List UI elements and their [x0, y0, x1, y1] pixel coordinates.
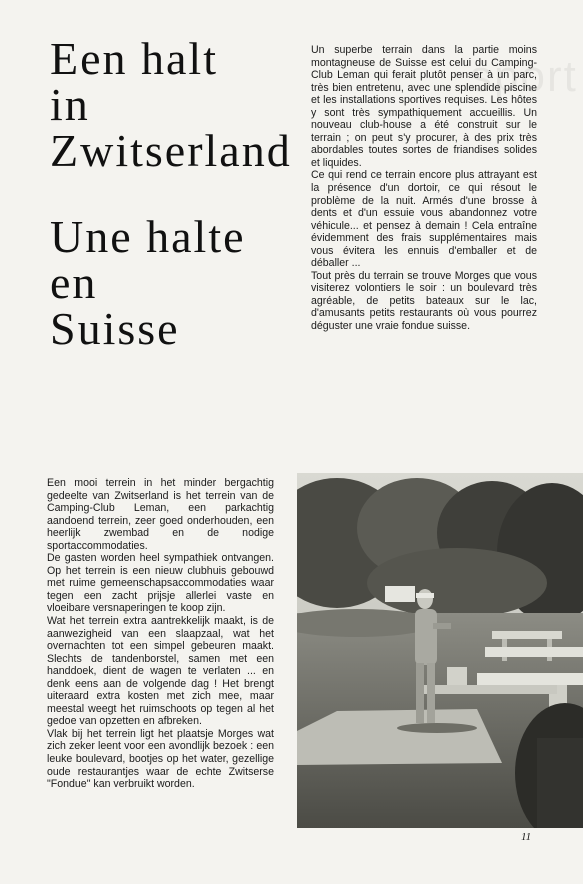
show-through-text: sport [470, 52, 578, 101]
french-paragraph: Un superbe terrain dans la partie moins montagneuse de Suisse est celui du Camping-Club Leman qui ferait plutôt penser à un parc, très bien entretenu, avec une splendide piscine et les installations sportives requises. Les hôtes y sont très sympathiquement accueillis. Un nouveau club-house a été construit sur le terrain ; on peut s'y procurer, à des prix très abordables toutes sortes de friandises solides et liquides. [311, 44, 537, 169]
french-paragraph: Tout près du terrain se trouve Morges que vous visiterez volontiers le soir : un boulevard très agréable, de petits bateaux sur le lac, d'amusants petits restaurants où vous pourrez déguster une vraie fondue suisse. [311, 269, 537, 333]
title-dutch-line-3: Zwitserland [50, 125, 292, 176]
french-article-column [311, 44, 537, 333]
title-dutch-line-2: in [50, 79, 90, 130]
article-title [50, 33, 300, 354]
dutch-article-column [47, 477, 274, 791]
dutch-paragraph: Een mooi terrein in het minder bergachtig gedeelte van Zwitserland is het terrein van de Camping-Club Leman, een parkachtig aandoend terrein, zeer goed onderhouden, een heerlijk zwembad en de nodige sportaccommodaties. [47, 477, 274, 552]
campsite-photo [297, 473, 583, 828]
title-french-line-2: en [50, 257, 98, 308]
title-french-line-3: Suisse [50, 303, 180, 354]
french-paragraph: Ce qui rend ce terrain encore plus attrayant est la présence d'un dortoir, ce qui résout le problème de la nuit. Armés d'une brosse à dents et d'un essuie vous abandonnez votre véhicule... et pensez à demain ! Cela entraîne évidemment des frais supplémentaires mais vous évitera les ennuis d'emballer et de déballer ... [311, 169, 537, 270]
dutch-paragraph: De gasten worden heel sympathiek ontvangen. Op het terrein is een nieuw clubhuis gebouwd met ruime gemeenschapsaccommodaties waar tegen een zacht prijsje allerlei vaste en vloeibare versnaperingen te koop zijn. [47, 552, 274, 615]
title-french-line-1: Une halte [50, 211, 246, 262]
dutch-paragraph: Wat het terrein extra aantrekkelijk maakt, is de aanwezigheid van een slaapzaal, wat het overnachten tot een simpel gebeuren maakt. Slechts de tandenborstel, samen met een handdoek, dient de wagen te verlaten ... en denk eens aan de volgende dag ! Het brengt uiteraard extra kosten met zich mee, maar meestal weegt het ruimschoots op tegen al het gedoe van opzetten en afbreken. [47, 615, 274, 728]
page-number: 11 [521, 831, 532, 843]
dutch-paragraph: Vlak bij het terrein ligt het plaatsje Morges wat zich zeker leent voor een avondlijk bezoek : een leuke boulevard, bootjes op het water, gezellige oude restaurantjes waar de echte Zwitserse "Fondue" kan verbruikt worden. [47, 727, 274, 791]
title-dutch-line-1: Een halt [50, 33, 218, 84]
